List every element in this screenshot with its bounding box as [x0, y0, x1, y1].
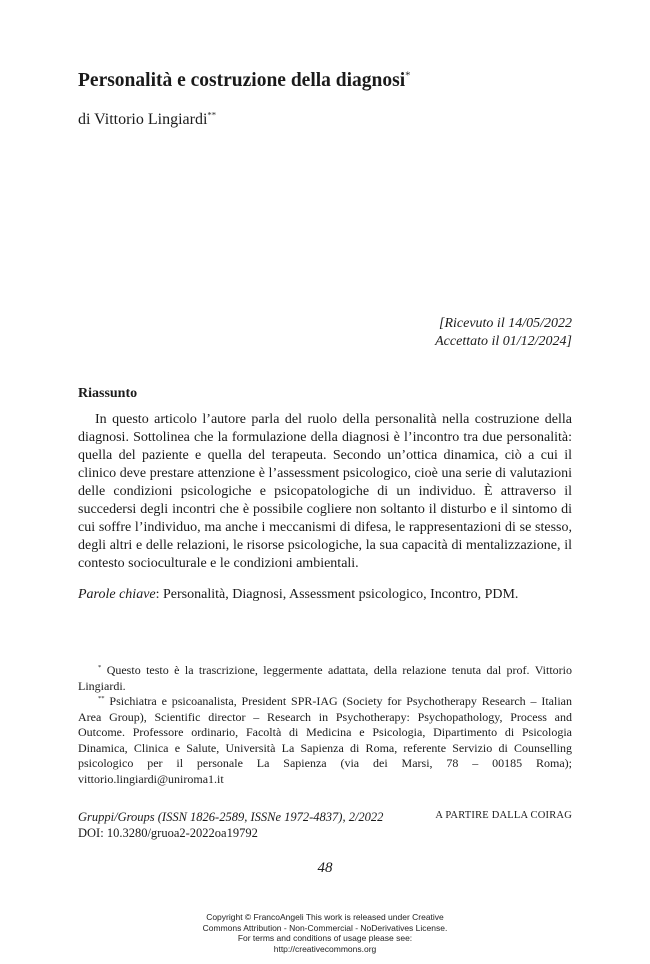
keywords [78, 587, 572, 603]
keywords-label: Parole chiave [78, 587, 156, 602]
received-date: [Ricevuto il 14/05/2022 [439, 316, 572, 331]
page-number: 48 [317, 860, 333, 876]
section-tag: A PARTIRE DALLA COIRAG [435, 810, 572, 821]
abstract-text: In questo articolo l’autore parla del ruolo della personalità nella costruzione della diagnosi. Sottolinea che la formulazione della diagnosi è l’incontro tra due personalità: quella del paziente e quella del terapeuta. Secondo un’ottica dinamica, ciò a cui il clinico deve prestare attenzione è l’assessment psicologico, cioè una serie di valutazioni delle condizioni psicologiche e psicopatologiche di un individuo. È attraverso il succedersi degli incontri che è possibile cogliere non soltanto il disturbo e il sintomo di cui soffre l’individuo, ma anche i meccanismi di difesa, le rappresentazioni di se stesso, degli altri e delle relazioni, le risorse psicologiche, la sua capacità di mentalizzazione, il contesto socioculturale e le condizioni ambientali. [78, 412, 572, 571]
journal-info [78, 809, 383, 841]
license-notice [0, 912, 650, 954]
footnote-2: ** Psichiatra e psicoanalista, President SPR-IAG (Society for Psychotherapy Research – Italian Area Group), Scientific director – Research in Psychotherapy: Psychopathology, Process and Outcome. Professore ordinario, Facoltà di Medicina e Psicologia, Dipartimento di Psicologia Dinamica, Clinica e Salute, Università La Sapienza di Roma, referente Servizio di Counselling psicologico per il personale La Sapienza (via dei Marsi, 78 – 00185 Roma); vittorio.lingiardi@uniroma1.it [78, 694, 572, 786]
license-line-3: For terms and conditions of usage please see: [237, 933, 413, 943]
journal-citation: Gruppi/Groups (ISSN 1826-2589, ISSNe 1972-4837), 2/2022 [78, 810, 384, 824]
license-line-2: Commons Attribution - Non-Commercial - NoDerivatives License. [202, 922, 448, 933]
accepted-date: Accettato il 01/12/2024] [435, 334, 572, 349]
received-accepted-dates [435, 315, 572, 351]
author-footnote-marker[interactable]: ** [207, 109, 217, 120]
article-author: di Vittorio Lingiardi** [78, 109, 217, 128]
article-title: Personalità e costruzione della diagnosi* [78, 69, 411, 91]
footnote-1: * Questo testo è la trascrizione, leggermente adattata, della relazione tenuta dal prof. Vittorio Lingiardi. [78, 663, 572, 693]
title-footnote-marker[interactable]: * [405, 69, 411, 82]
doi[interactable]: DOI: 10.3280/gruoa2-2022oa19792 [78, 826, 258, 840]
abstract-heading: Riassunto [78, 386, 138, 401]
license-link[interactable]: http://creativecommons.org [273, 943, 377, 954]
keywords-list: : Personalità, Diagnosi, Assessment psicologico, Incontro, PDM. [155, 587, 519, 602]
footnotes [78, 663, 572, 787]
license-line-1: Copyright © FrancoAngeli This work is released under Creative [206, 912, 444, 922]
